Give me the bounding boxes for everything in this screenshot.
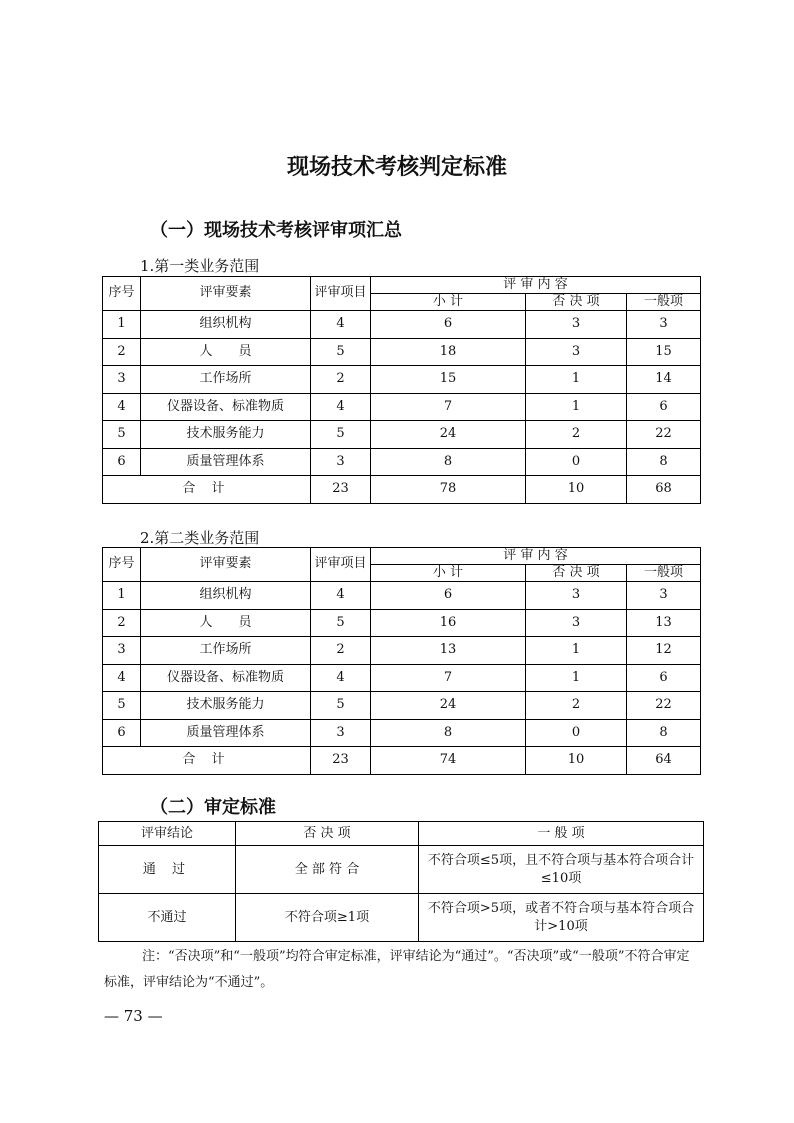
total-items: 23 [311, 747, 371, 775]
table-row [103, 448, 701, 476]
header-subtotal: 小 计 [371, 294, 526, 311]
cell-general: 13 [627, 609, 701, 637]
cell-subtotal: 7 [371, 664, 526, 692]
note-text: 注：“否决项”和“一般项”均符合审定标准，评审结论为“通过”。“否决项”或“一般项”不符合审定标准，评审结论为“不通过”。 [104, 949, 690, 990]
cell-element: 技术服务能力 [141, 421, 311, 449]
header-element: 评审要素 [141, 548, 311, 582]
cell-subtotal: 6 [371, 582, 526, 610]
cell-seq: 2 [103, 338, 141, 366]
cell-general: 22 [627, 692, 701, 720]
cell-items: 2 [311, 637, 371, 665]
header-veto: 否 决 项 [526, 565, 627, 582]
cell-seq: 6 [103, 719, 141, 747]
cell-general: 12 [627, 637, 701, 665]
cell-items: 5 [311, 609, 371, 637]
table2 [102, 547, 701, 775]
header-general: 一般项 [627, 565, 701, 582]
section2-heading: （二）审定标准 [150, 797, 276, 818]
total-veto: 10 [526, 476, 627, 504]
header-item-count: 评审项目 [311, 277, 371, 311]
header-veto: 否 决 项 [526, 294, 627, 311]
cell-element: 技术服务能力 [141, 692, 311, 720]
cell-subtotal: 7 [371, 393, 526, 421]
header-seq: 序号 [103, 548, 141, 582]
cell-element: 工作场所 [141, 637, 311, 665]
cell-veto: 1 [526, 393, 627, 421]
total-items: 23 [311, 476, 371, 504]
cell-conclusion: 不通过 [99, 894, 236, 942]
table-row [103, 692, 701, 720]
cell-items: 5 [311, 692, 371, 720]
cell-element: 质量管理体系 [141, 448, 311, 476]
cell-seq: 4 [103, 393, 141, 421]
table-row [103, 421, 701, 449]
cell-items: 4 [311, 393, 371, 421]
cell-seq: 1 [103, 582, 141, 610]
table-row [103, 366, 701, 394]
cell-general: 6 [627, 393, 701, 421]
cell-general: 3 [627, 311, 701, 339]
cell-general: 8 [627, 719, 701, 747]
cell-subtotal: 15 [371, 366, 526, 394]
cell-veto: 3 [526, 311, 627, 339]
cell-subtotal: 24 [371, 692, 526, 720]
section1-heading: （一）现场技术考核评审项汇总 [150, 220, 402, 241]
total-subtotal: 78 [371, 476, 526, 504]
cell-seq: 5 [103, 421, 141, 449]
table-row [103, 637, 701, 665]
cell-subtotal: 16 [371, 609, 526, 637]
table-row [103, 393, 701, 421]
page-title: 现场技术考核判定标准 [286, 155, 507, 180]
cell-veto: 不符合项≥1项 [236, 894, 419, 942]
cell-subtotal: 6 [371, 311, 526, 339]
cell-general: 15 [627, 338, 701, 366]
cell-general: 不符合项≤5项，且不符合项与基本符合项合计≤10项 [419, 846, 704, 894]
table-row [103, 338, 701, 366]
cell-seq: 1 [103, 311, 141, 339]
cell-element: 组织机构 [141, 582, 311, 610]
table-row [99, 894, 704, 942]
cell-element: 人 员 [141, 338, 311, 366]
table-row [103, 311, 701, 339]
cell-general: 3 [627, 582, 701, 610]
cell-subtotal: 18 [371, 338, 526, 366]
cell-subtotal: 13 [371, 637, 526, 665]
total-row [103, 476, 701, 504]
total-subtotal: 74 [371, 747, 526, 775]
table1-caption: 1.第一类业务范围 [140, 257, 260, 275]
cell-veto: 2 [526, 421, 627, 449]
table-row [103, 582, 701, 610]
header-content: 评 审 内 容 [371, 277, 701, 294]
cell-element: 工作场所 [141, 366, 311, 394]
cell-veto: 3 [526, 609, 627, 637]
cell-element: 组织机构 [141, 311, 311, 339]
cell-element: 人 员 [141, 609, 311, 637]
cell-general: 8 [627, 448, 701, 476]
header-general: 一 般 项 [419, 822, 704, 846]
total-general: 64 [627, 747, 701, 775]
total-general: 68 [627, 476, 701, 504]
cell-conclusion: 通 过 [99, 846, 236, 894]
table-row [99, 846, 704, 894]
cell-items: 2 [311, 366, 371, 394]
cell-veto: 3 [526, 338, 627, 366]
total-row [103, 747, 701, 775]
criteria-table [98, 821, 704, 942]
cell-items: 4 [311, 311, 371, 339]
cell-veto: 1 [526, 664, 627, 692]
total-label: 合 计 [103, 476, 311, 504]
cell-seq: 5 [103, 692, 141, 720]
header-general: 一般项 [627, 294, 701, 311]
cell-items: 5 [311, 338, 371, 366]
header-veto: 否 决 项 [236, 822, 419, 846]
cell-veto: 1 [526, 637, 627, 665]
cell-subtotal: 8 [371, 719, 526, 747]
cell-general: 6 [627, 664, 701, 692]
table2-caption: 2.第二类业务范围 [140, 529, 260, 547]
header-element: 评审要素 [141, 277, 311, 311]
cell-seq: 6 [103, 448, 141, 476]
cell-veto: 3 [526, 582, 627, 610]
table-row [103, 664, 701, 692]
cell-subtotal: 24 [371, 421, 526, 449]
table-row [103, 719, 701, 747]
header-content: 评 审 内 容 [371, 548, 701, 565]
cell-seq: 4 [103, 664, 141, 692]
cell-seq: 3 [103, 366, 141, 394]
cell-veto: 0 [526, 448, 627, 476]
cell-seq: 2 [103, 609, 141, 637]
cell-subtotal: 8 [371, 448, 526, 476]
total-label: 合 计 [103, 747, 311, 775]
cell-element: 仪器设备、标准物质 [141, 393, 311, 421]
header-item-count: 评审项目 [311, 548, 371, 582]
table-row [103, 609, 701, 637]
cell-veto: 全 部 符 合 [236, 846, 419, 894]
cell-general: 不符合项>5项，或者不符合项与基本符合项合计>10项 [419, 894, 704, 942]
cell-element: 质量管理体系 [141, 719, 311, 747]
cell-general: 14 [627, 366, 701, 394]
cell-items: 4 [311, 664, 371, 692]
cell-items: 3 [311, 448, 371, 476]
cell-veto: 0 [526, 719, 627, 747]
cell-seq: 3 [103, 637, 141, 665]
cell-items: 5 [311, 421, 371, 449]
cell-general: 22 [627, 421, 701, 449]
cell-element: 仪器设备、标准物质 [141, 664, 311, 692]
page-number: — 73 — [104, 1007, 163, 1025]
total-veto: 10 [526, 747, 627, 775]
cell-items: 4 [311, 582, 371, 610]
cell-items: 3 [311, 719, 371, 747]
header-seq: 序号 [103, 277, 141, 311]
header-conclusion: 评审结论 [99, 822, 236, 846]
header-subtotal: 小 计 [371, 565, 526, 582]
cell-veto: 2 [526, 692, 627, 720]
table1 [102, 276, 701, 504]
cell-veto: 1 [526, 366, 627, 394]
